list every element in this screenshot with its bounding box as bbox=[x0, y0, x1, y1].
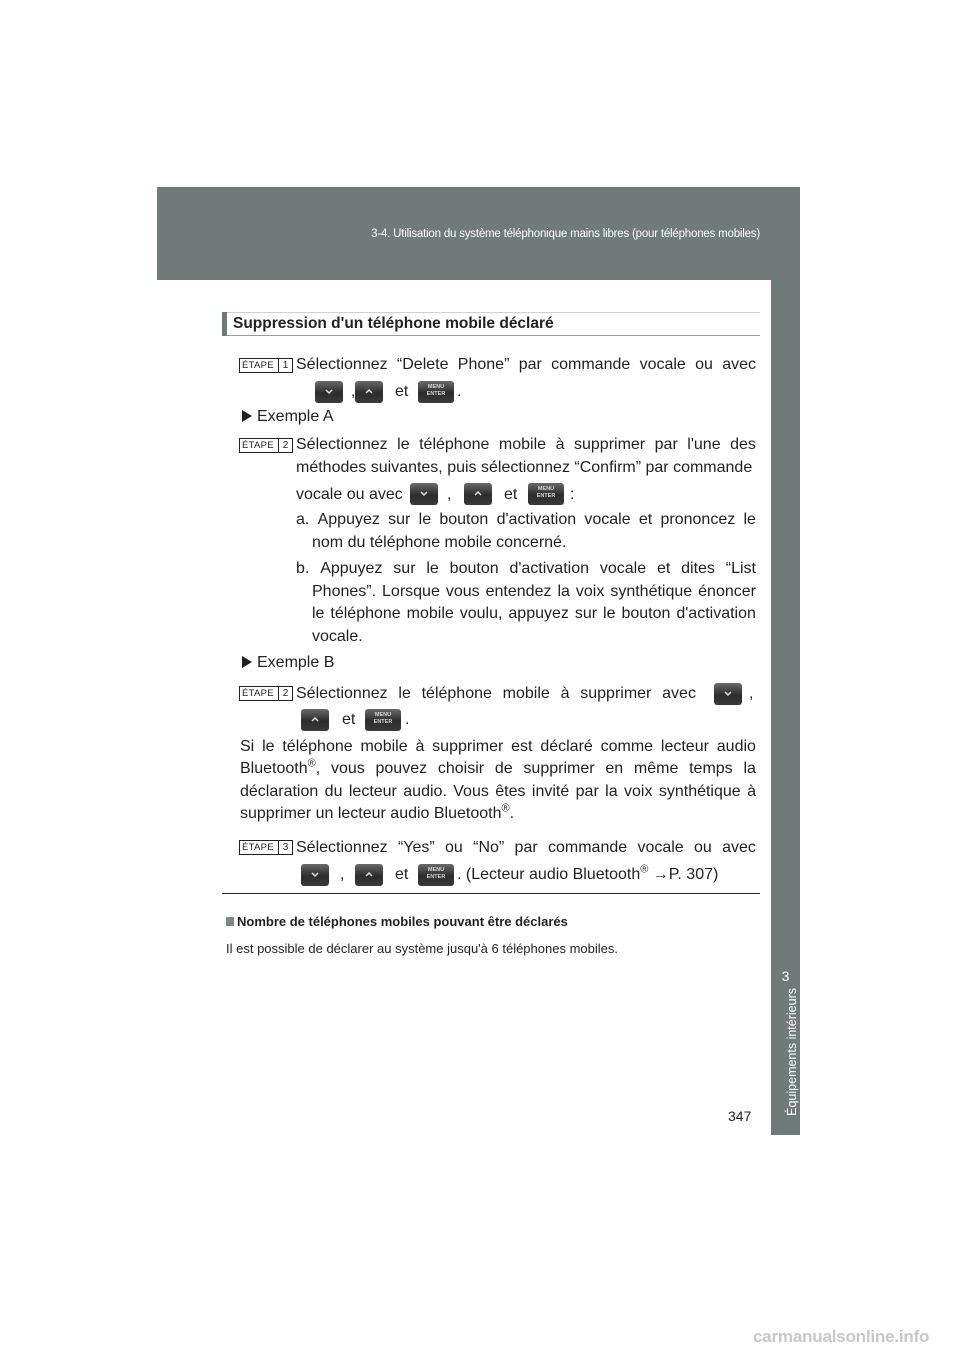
section-title: Suppression d'un téléphone mobile déclaré bbox=[233, 315, 554, 332]
play-arrow-icon bbox=[242, 656, 252, 668]
chevron-down-icon bbox=[301, 864, 329, 886]
play-arrow-icon bbox=[242, 410, 252, 422]
step-3-line1: Sélectionnez “Yes” ou “No” par commande vocale ou avec bbox=[296, 839, 756, 856]
down-button bbox=[315, 381, 343, 403]
up-button bbox=[355, 381, 383, 403]
option-b-line4: vocale. bbox=[312, 628, 363, 645]
section-heading-bar bbox=[222, 312, 227, 336]
menu-enter-button: MENU ENTER bbox=[365, 709, 401, 731]
chevron-up-icon bbox=[464, 483, 492, 505]
step-2a-badge: ÉTAPE 2 bbox=[239, 438, 293, 453]
step-3-tail: . (Lecteur audio Bluetooth® →P. 307) bbox=[457, 863, 719, 883]
header-bar bbox=[157, 187, 800, 280]
section-heading bbox=[222, 312, 760, 336]
step-1-text: Sélectionnez “Delete Phone” par commande vocale ou avec bbox=[296, 356, 756, 373]
chapter-side-tab bbox=[771, 280, 800, 1135]
note-title: Nombre de téléphones mobiles pouvant être déclarés bbox=[237, 914, 568, 929]
step-2b-badge: ÉTAPE 2 bbox=[239, 686, 293, 701]
up-button bbox=[355, 864, 383, 886]
chapter-number: 3 bbox=[781, 968, 790, 984]
menu-enter-button: MENU ENTER bbox=[418, 381, 454, 403]
chevron-up-icon bbox=[355, 864, 383, 886]
step-1-badge: ÉTAPE 1 bbox=[239, 358, 293, 373]
menu-enter-button: MENU ENTER bbox=[528, 483, 564, 505]
option-a-line2: nom du téléphone mobile concerné. bbox=[312, 534, 567, 551]
option-b-line3: le téléphone mobile voulu, appuyez sur le bouton d'activation bbox=[312, 605, 756, 622]
info-line2: Bluetooth®, vous pouvez choisir de supprimer en même temps la bbox=[240, 757, 756, 777]
up-button bbox=[464, 483, 492, 505]
up-button bbox=[301, 709, 329, 731]
down-button bbox=[714, 683, 742, 705]
example-a-label: Exemple A bbox=[257, 408, 334, 425]
step-3-badge: ÉTAPE 3 bbox=[239, 840, 293, 855]
watermark: carmanualsonline.info bbox=[753, 1327, 930, 1346]
section-divider bbox=[222, 893, 760, 894]
chevron-down-icon bbox=[315, 381, 343, 403]
example-b-label: Exemple B bbox=[257, 654, 335, 671]
menu-enter-button: MENU ENTER bbox=[418, 864, 454, 886]
note-bullet-square bbox=[226, 917, 234, 926]
chapter-title: 3-4. Utilisation du système téléphonique mains libres (pour téléphones mobiles) bbox=[371, 228, 760, 240]
chevron-up-icon bbox=[355, 381, 383, 403]
page-number: 347 bbox=[728, 1108, 752, 1124]
note-body: Il est possible de déclarer au système jusqu'à 6 téléphones mobiles. bbox=[226, 941, 618, 956]
step-2b-line1: Sélectionnez le téléphone mobile à supprimer avec bbox=[296, 685, 696, 702]
chevron-up-icon bbox=[301, 709, 329, 731]
step-2a-line2: méthodes suivantes, puis sélectionnez “Confirm” par commande bbox=[296, 459, 753, 476]
option-a-line1: a. Appuyez sur le bouton d'activation vocale et prononcez le bbox=[296, 511, 756, 528]
down-button bbox=[301, 864, 329, 886]
chevron-down-icon bbox=[410, 483, 438, 505]
down-button bbox=[410, 483, 438, 505]
step-2a-line3: vocale ou avec bbox=[296, 486, 403, 503]
option-b-line1: b. Appuyez sur le bouton d'activation vocale et dites “List bbox=[296, 560, 756, 577]
chevron-down-icon bbox=[714, 683, 742, 705]
info-line1: Si le téléphone mobile à supprimer est déclaré comme lecteur audio bbox=[240, 738, 756, 755]
info-line3: déclaration du lecteur audio. Vous êtes invité par la voix synthétique à bbox=[240, 783, 756, 800]
info-line4: supprimer un lecteur audio Bluetooth®. bbox=[240, 802, 515, 822]
option-b-line2: Phones”. Lorsque vous entendez la voix synthétique énoncer bbox=[312, 583, 756, 600]
step-2a-line1: Sélectionnez le téléphone mobile à supprimer par l'une des bbox=[296, 436, 756, 453]
chapter-label: Équipements intérieurs bbox=[785, 988, 799, 1116]
